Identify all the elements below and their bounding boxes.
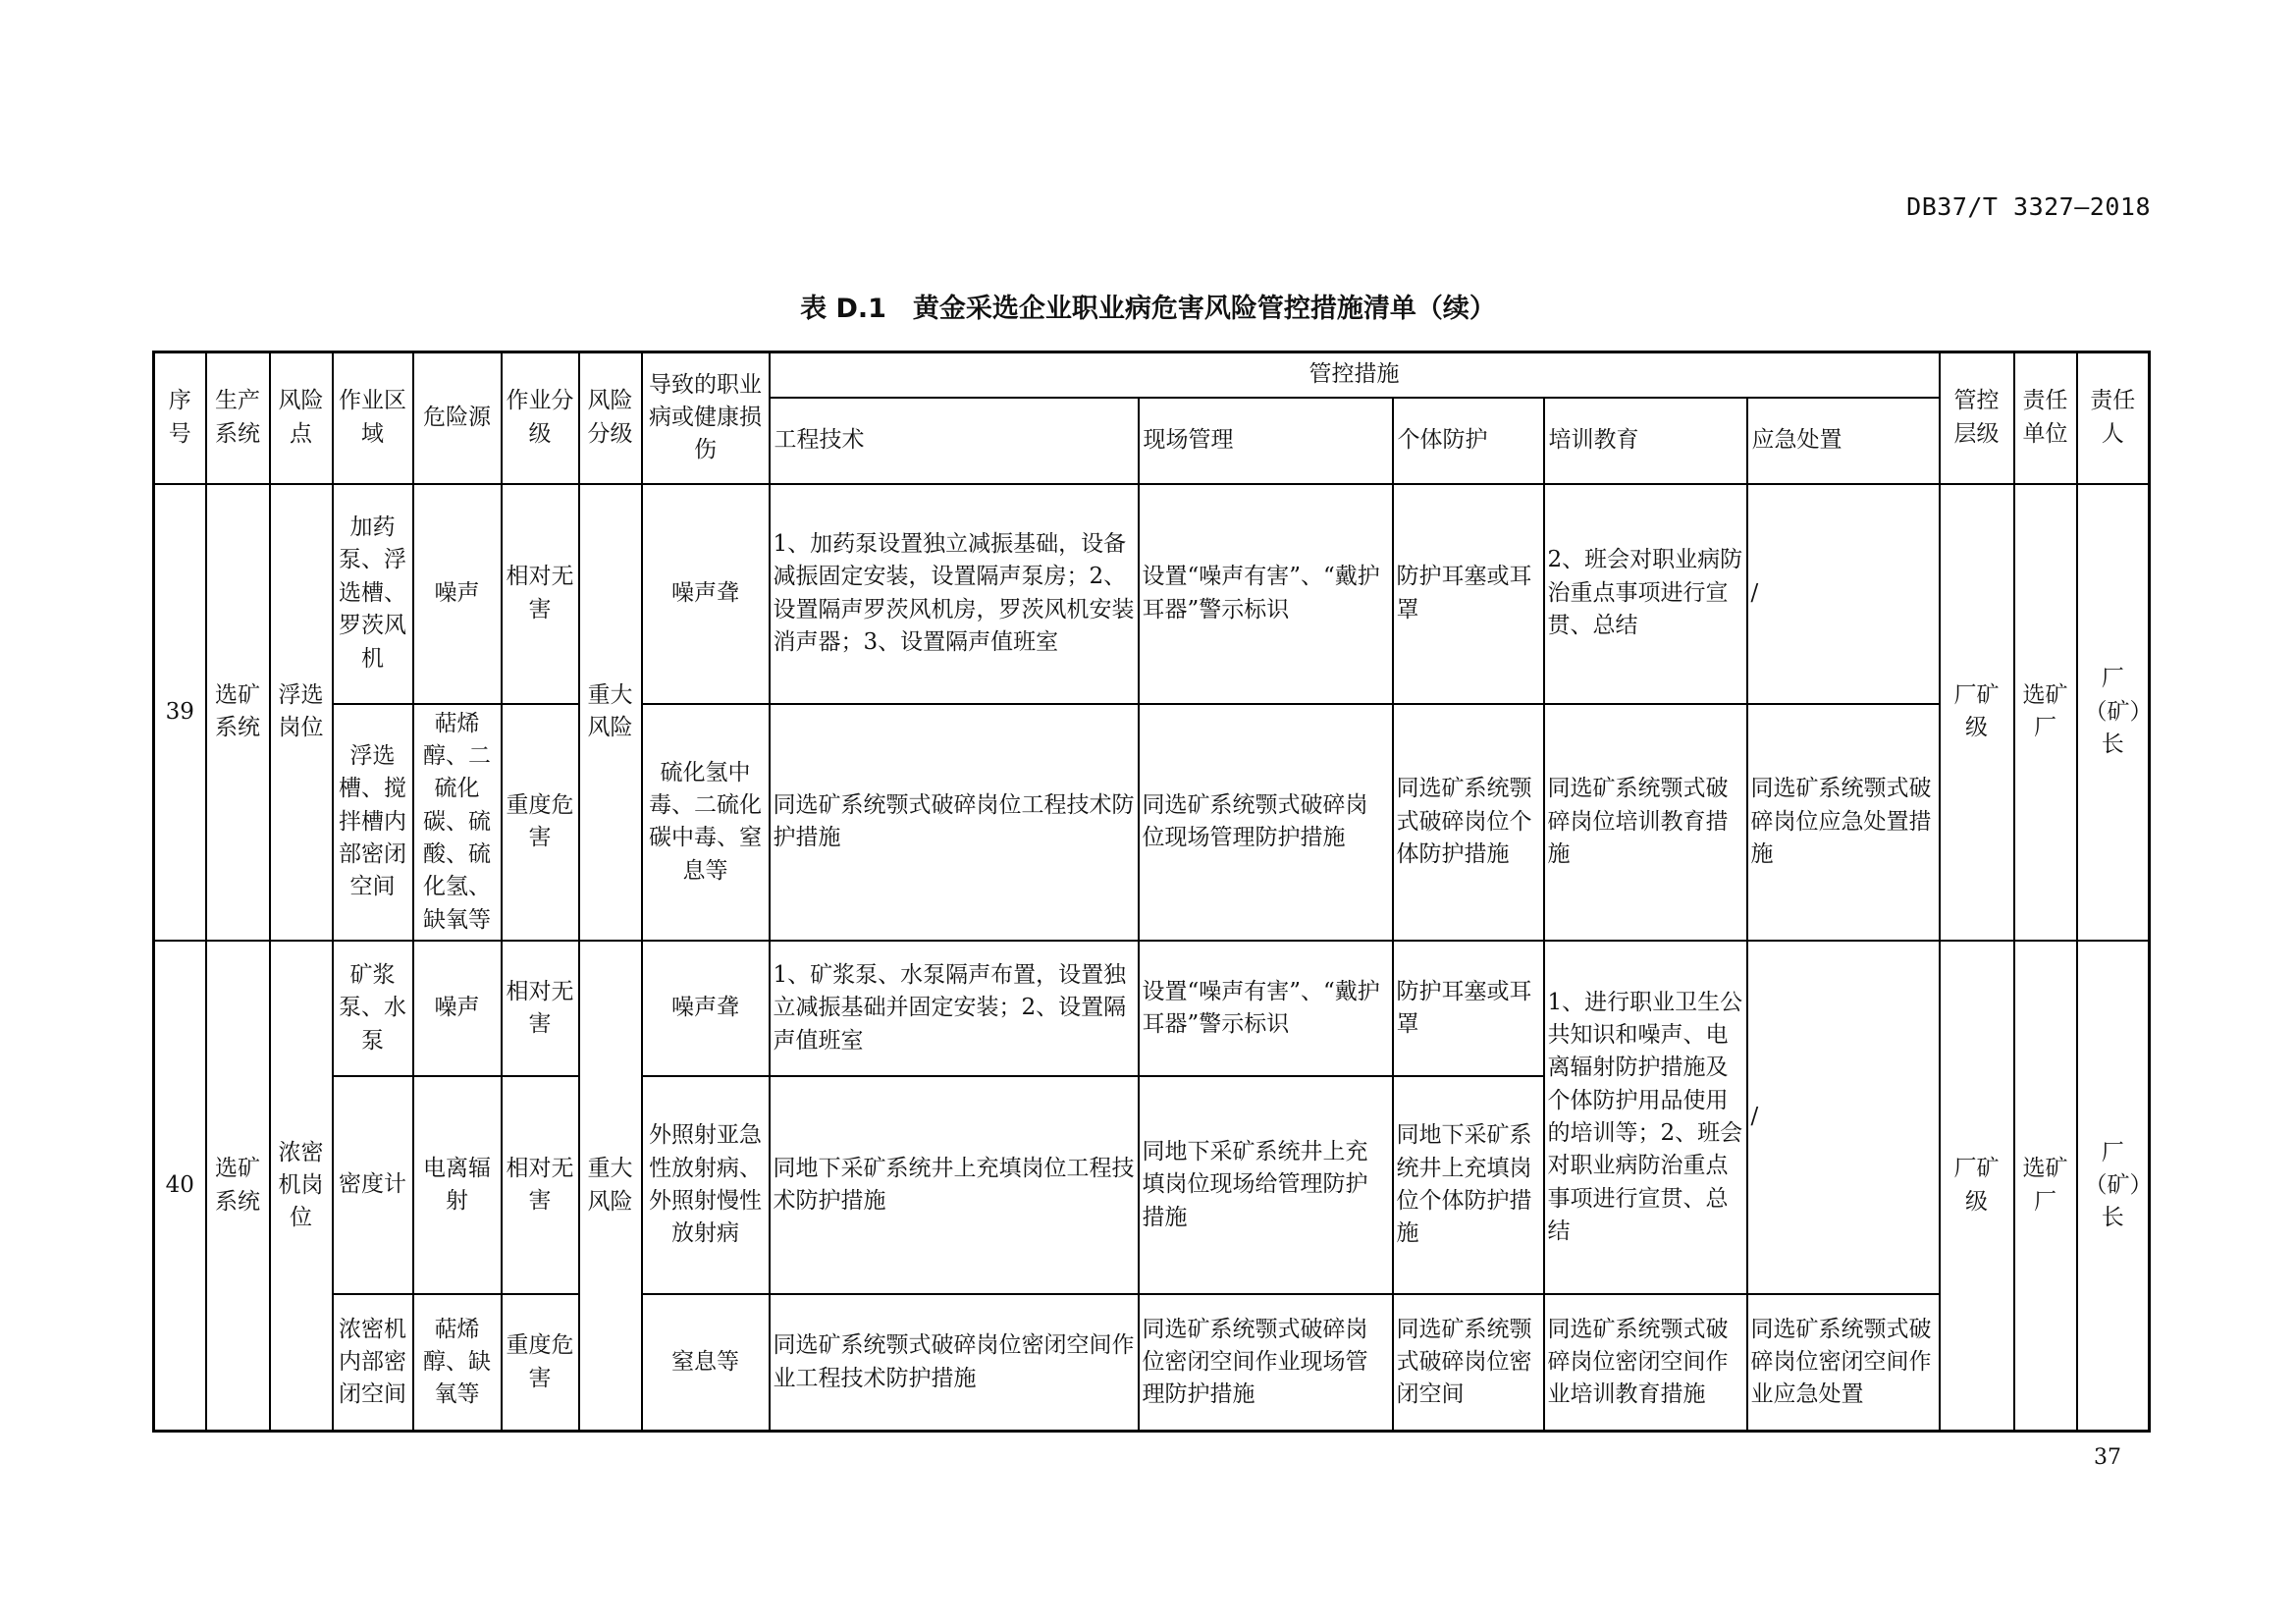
row-training: 2、班会对职业病防治重点事项进行宣贯、总结	[1544, 484, 1747, 704]
row-risk-point: 浮选岗位	[270, 484, 333, 941]
row-area: 密度计	[333, 1076, 413, 1294]
header-site-mgmt: 现场管理	[1139, 398, 1393, 484]
row-resp-person: 厂（矿）长	[2077, 484, 2150, 941]
row-ppe: 防护耳塞或耳罩	[1393, 941, 1544, 1076]
row-engineering: 同选矿系统颚式破碎岗位工程技术防护措施	[770, 704, 1139, 941]
header-hazard-source: 危险源	[413, 352, 502, 484]
row-site-mgmt: 设置“噪声有害”、“戴护耳器”警示标识	[1139, 941, 1393, 1076]
header-engineering: 工程技术	[770, 398, 1139, 484]
row-ppe: 防护耳塞或耳罩	[1393, 484, 1544, 704]
header-disease: 导致的职业病或健康损伤	[642, 352, 770, 484]
header-seq: 序号	[154, 352, 206, 484]
row-emergency: 同选矿系统颚式破碎岗位应急处置措施	[1747, 704, 1940, 941]
row-work-grade: 相对无害	[502, 484, 579, 704]
row-area: 浓密机内部密闭空间	[333, 1294, 413, 1432]
row-disease: 噪声聋	[642, 484, 770, 704]
row-resp-unit: 选矿厂	[2014, 484, 2077, 941]
row-hazard-source: 噪声	[413, 941, 502, 1076]
header-system: 生产系统	[206, 352, 270, 484]
row-training: 同选矿系统颚式破碎岗位培训教育措施	[1544, 704, 1747, 941]
header-emergency: 应急处置	[1747, 398, 1940, 484]
row-training: 同选矿系统颚式破碎岗位密闭空间作业培训教育措施	[1544, 1294, 1747, 1432]
header-resp-person: 责任人	[2077, 352, 2150, 484]
row-control-level: 厂矿级	[1940, 941, 2014, 1432]
document-number: DB37/T 3327—2018	[1906, 192, 2151, 221]
row-risk-point: 浓密机岗位	[270, 941, 333, 1432]
row-area: 加药泵、浮选槽、罗茨风机	[333, 484, 413, 704]
row-training: 1、进行职业卫生公共知识和噪声、电离辐射防护措施及个体防护用品使用的培训等；2、班会对职业病防治重点事项进行宣贯、总结	[1544, 941, 1747, 1294]
row-ppe: 同地下采矿系统井上充填岗位个体防护措施	[1393, 1076, 1544, 1294]
row-area: 矿浆泵、水泵	[333, 941, 413, 1076]
row-emergency: /	[1747, 484, 1940, 704]
row-hazard-source: 萜烯醇、二硫化碳、硫酸、硫化氢、缺氧等	[413, 704, 502, 941]
header-training: 培训教育	[1544, 398, 1747, 484]
row-disease: 噪声聋	[642, 941, 770, 1076]
table-title: 表 D.1 黄金采选企业职业病危害风险管控措施清单（续）	[800, 294, 1496, 324]
row-site-mgmt: 同地下采矿系统井上充填岗位现场给管理防护措施	[1139, 1076, 1393, 1294]
row-risk-grade: 重大风险	[579, 941, 642, 1432]
row-system: 选矿系统	[206, 941, 270, 1432]
row-disease: 窒息等	[642, 1294, 770, 1432]
row-site-mgmt: 同选矿系统颚式破碎岗位密闭空间作业现场管理防护措施	[1139, 1294, 1393, 1432]
header-area: 作业区域	[333, 352, 413, 484]
row-disease: 硫化氢中毒、二硫化碳中毒、窒息等	[642, 704, 770, 941]
row-resp-person: 厂（矿）长	[2077, 941, 2150, 1432]
header-control-level: 管控层级	[1940, 352, 2014, 484]
header-risk-grade: 风险分级	[579, 352, 642, 484]
row-work-grade: 重度危害	[502, 1294, 579, 1432]
row-engineering: 同选矿系统颚式破碎岗位密闭空间作业工程技术防护措施	[770, 1294, 1139, 1432]
risk-control-table	[152, 351, 2151, 1433]
row-seq: 39	[154, 484, 206, 941]
row-work-grade: 相对无害	[502, 1076, 579, 1294]
row-ppe: 同选矿系统颚式破碎岗位个体防护措施	[1393, 704, 1544, 941]
row-hazard-source: 电离辐射	[413, 1076, 502, 1294]
row-site-mgmt: 同选矿系统颚式破碎岗位现场管理防护措施	[1139, 704, 1393, 941]
table-row	[154, 484, 2150, 704]
row-hazard-source: 萜烯醇、缺氧等	[413, 1294, 502, 1432]
row-work-grade: 相对无害	[502, 941, 579, 1076]
row-site-mgmt: 设置“噪声有害”、“戴护耳器”警示标识	[1139, 484, 1393, 704]
page-number: 37	[2094, 1445, 2121, 1470]
row-engineering: 1、加药泵设置独立减振基础，设备减振固定安装，设置隔声泵房；2、设置隔声罗茨风机房，罗茨风机安装消声器；3、设置隔声值班室	[770, 484, 1139, 704]
row-hazard-source: 噪声	[413, 484, 502, 704]
header-measures: 管控措施	[770, 352, 1940, 398]
header-row	[154, 352, 2150, 398]
row-engineering: 1、矿浆泵、水泵隔声布置，设置独立减振基础并固定安装；2、设置隔声值班室	[770, 941, 1139, 1076]
header-ppe: 个体防护	[1393, 398, 1544, 484]
row-area: 浮选槽、搅拌槽内部密闭空间	[333, 704, 413, 941]
header-work-grade: 作业分级	[502, 352, 579, 484]
header-risk-point: 风险点	[270, 352, 333, 484]
row-work-grade: 重度危害	[502, 704, 579, 941]
row-engineering: 同地下采矿系统井上充填岗位工程技术防护措施	[770, 1076, 1139, 1294]
row-risk-grade: 重大风险	[579, 484, 642, 941]
row-resp-unit: 选矿厂	[2014, 941, 2077, 1432]
table-row	[154, 1294, 2150, 1432]
row-control-level: 厂矿级	[1940, 484, 2014, 941]
row-seq: 40	[154, 941, 206, 1432]
row-emergency: /	[1747, 941, 1940, 1294]
row-ppe: 同选矿系统颚式破碎岗位密闭空间	[1393, 1294, 1544, 1432]
table-row	[154, 704, 2150, 941]
row-system: 选矿系统	[206, 484, 270, 941]
row-disease: 外照射亚急性放射病、外照射慢性放射病	[642, 1076, 770, 1294]
table-row	[154, 941, 2150, 1076]
header-resp-unit: 责任单位	[2014, 352, 2077, 484]
row-emergency: 同选矿系统颚式破碎岗位密闭空间作业应急处置	[1747, 1294, 1940, 1432]
